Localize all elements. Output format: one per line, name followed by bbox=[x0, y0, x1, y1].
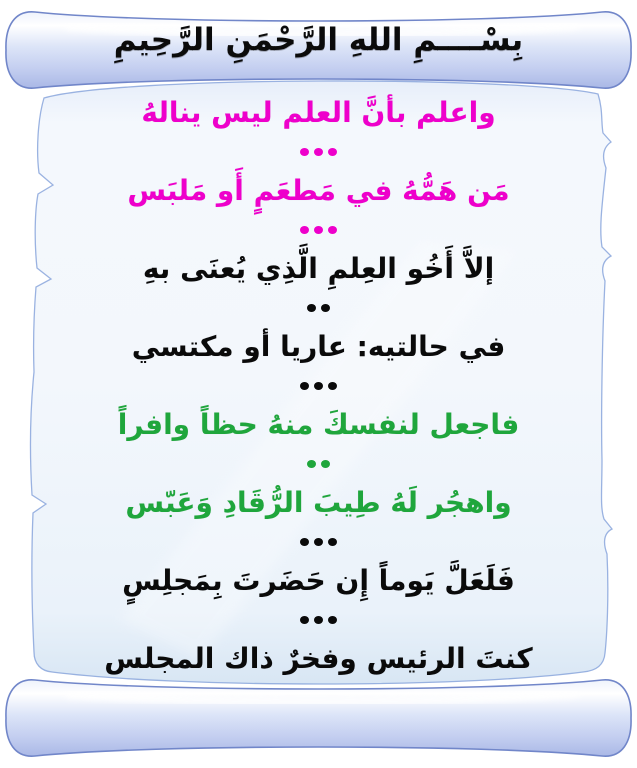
separator-dot bbox=[314, 148, 323, 156]
verse-line: واهجُر لَهُ طِيبَ الرُّقَادِ وَعَبّس bbox=[125, 486, 512, 520]
verse-separator bbox=[307, 304, 330, 312]
separator-dot bbox=[300, 148, 309, 156]
scroll-bottom-handle bbox=[0, 668, 637, 768]
separator-dot bbox=[300, 538, 309, 546]
verse-separator bbox=[300, 538, 337, 546]
verse-line: فاجعل لنفسكَ منهُ حظاً وافراً bbox=[117, 408, 520, 442]
verse-separator bbox=[300, 148, 337, 156]
separator-dot bbox=[300, 226, 309, 234]
scroll-top-handle bbox=[0, 0, 637, 100]
separator-dot bbox=[321, 460, 330, 468]
separator-dot bbox=[328, 148, 337, 156]
separator-dot bbox=[314, 538, 323, 546]
verse-line: واعلم بأنَّ العلم ليس ينالهُ bbox=[141, 96, 496, 129]
separator-dot bbox=[314, 226, 323, 234]
verse-separator bbox=[300, 616, 337, 624]
verse-line: في حالتيه: عاريا أو مكتسي bbox=[131, 330, 506, 364]
separator-dot bbox=[314, 382, 323, 390]
verse-line: إلاَّ أَخُو العِلمِ الَّذِي يُعنَى بهِ bbox=[142, 252, 495, 286]
bismillah-calligraphy: بِسْــــمِ اللهِ الرَّحْمَنِ الرَّحِيمِ bbox=[113, 22, 524, 58]
separator-dot bbox=[300, 616, 309, 624]
separator-dot bbox=[300, 382, 309, 390]
verse-separator bbox=[300, 226, 337, 234]
separator-dot bbox=[328, 538, 337, 546]
verse-line: مَن هَمُّهُ في مَطعَمٍ أَو مَلبَس bbox=[127, 174, 510, 208]
separator-dot bbox=[328, 616, 337, 624]
separator-dot bbox=[307, 304, 316, 312]
poem-block bbox=[40, 96, 597, 676]
verse-line: كنتَ الرئيس وفخرٌ ذاك المجلس bbox=[104, 642, 533, 676]
verse-line: فَلَعَلَّ يَوماً إِن حَضَرتَ بِمَجلِسٍ bbox=[122, 564, 515, 598]
separator-dot bbox=[328, 382, 337, 390]
separator-dot bbox=[321, 304, 330, 312]
verse-separator bbox=[307, 460, 330, 468]
verse-separator bbox=[300, 382, 337, 390]
separator-dot bbox=[307, 460, 316, 468]
separator-dot bbox=[328, 226, 337, 234]
separator-dot bbox=[314, 616, 323, 624]
